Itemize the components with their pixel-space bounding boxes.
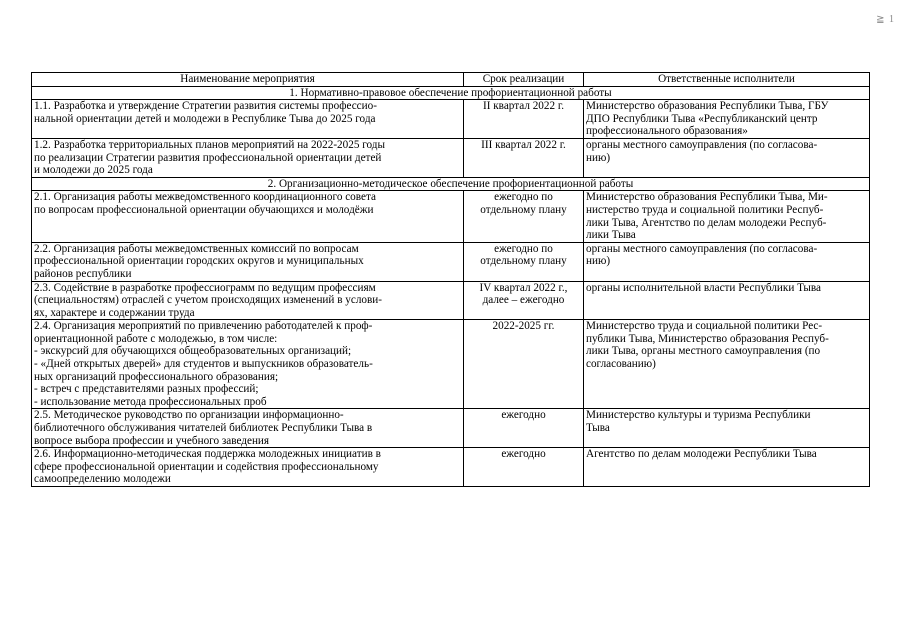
responsible-cell-line: лики Тыва, органы местного самоуправления (по: [586, 345, 821, 358]
responsible-cell-line: публики Тыва, Министерство образования Респуб-: [586, 332, 829, 345]
header-responsible: Ответственные исполнители: [584, 73, 870, 87]
responsible-cell: [584, 138, 870, 177]
activity-name-cell-line: (специальностям) отраслей с учетом происходящих изменений в услови-: [34, 294, 383, 307]
term-cell-line: отдельному плану: [480, 255, 567, 268]
section-row: [32, 86, 870, 100]
activity-name-cell-line: нальной ориентации детей и молодежи в Республике Тыва до 2025 года: [34, 112, 376, 125]
table-row: [32, 138, 870, 177]
term-cell-line: III квартал 2022 г.: [481, 138, 566, 151]
activity-name-cell: [32, 448, 464, 487]
responsible-cell-line: нистерство труда и социальной политики Респуб-: [586, 203, 824, 216]
activity-name-cell-line: ных организаций профессионального образования;: [34, 370, 279, 383]
responsible-cell: [584, 242, 870, 281]
term-cell: [464, 138, 584, 177]
activity-name-cell-line: 2.3. Содействие в разработке профессиограмм по ведущим профессиям: [34, 281, 376, 294]
term-cell-line: ежегодно: [501, 409, 546, 422]
responsible-cell-line: лики Тыва: [586, 229, 636, 242]
activity-name-cell-line: 2.1. Организация работы межведомственного координационного совета: [34, 191, 376, 204]
activity-name-cell-line: по реализации Стратегии развития профессиональной ориентации детей: [34, 151, 382, 164]
term-cell: [464, 242, 584, 281]
term-cell: [464, 448, 584, 487]
section-title: 2. Организационно-методическое обеспечение профориентационной работы: [32, 177, 870, 191]
activity-name-cell-line: 1.1. Разработка и утверждение Стратегии развития системы профессио-: [34, 100, 377, 113]
activity-name-cell-line: - встреч с представителями разных профессий;: [34, 383, 259, 396]
table-row: [32, 191, 870, 242]
term-cell-line: II квартал 2022 г.: [483, 100, 564, 113]
responsible-cell: [584, 448, 870, 487]
responsible-cell-line: органы исполнительной власти Республики Тыва: [586, 281, 822, 294]
table-row: [32, 242, 870, 281]
responsible-cell: [584, 320, 870, 409]
activity-name-cell-line: - использование метода профессиональных проб: [34, 395, 267, 408]
responsible-cell-line: нию): [586, 255, 611, 268]
term-cell-line: ежегодно по: [494, 242, 553, 255]
term-cell-line: 2022-2025 гг.: [492, 320, 555, 333]
activity-name-cell-line: 2.2. Организация работы межведомственных комиссий по вопросам: [34, 242, 359, 255]
term-cell: [464, 100, 584, 139]
responsible-cell-line: согласованию): [586, 358, 656, 371]
activity-name-cell: [32, 320, 464, 409]
responsible-cell: [584, 409, 870, 448]
activity-name-cell: [32, 191, 464, 242]
term-cell: [464, 281, 584, 320]
activity-name-cell: [32, 409, 464, 448]
activity-name-cell-line: - «Дней открытых дверей» для студентов и выпускников образователь-: [34, 358, 373, 371]
activity-name-cell-line: сфере профессиональной ориентации и содействия профессиональному: [34, 460, 379, 473]
activity-name-cell-line: и молодежи до 2025 года: [34, 164, 153, 177]
table-body: [32, 86, 870, 486]
table-row: [32, 320, 870, 409]
responsible-cell-line: органы местного самоуправления (по согласова-: [586, 242, 818, 255]
section-row: [32, 177, 870, 191]
term-cell-line: далее – ежегодно: [482, 294, 565, 307]
activity-name-cell-line: 1.2. Разработка территориальных планов мероприятий на 2022-2025 годы: [34, 138, 386, 151]
responsible-cell: [584, 281, 870, 320]
section-title: 1. Нормативно-правовое обеспечение профориентационной работы: [32, 86, 870, 100]
table-row: [32, 448, 870, 487]
responsible-cell-line: Министерство образования Республики Тыва, ГБУ: [586, 100, 829, 113]
activity-name-cell-line: библиотечного обслуживания читателей библиотек Республики Тыва в: [34, 422, 373, 435]
activity-name-cell: [32, 100, 464, 139]
activity-name-cell-line: 2.4. Организация мероприятий по привлечению работодателей к проф-: [34, 320, 373, 333]
responsible-cell-line: Министерство культуры и туризма Республики: [586, 409, 811, 422]
term-cell-line: ежегодно по: [494, 191, 553, 204]
activity-name-cell: [32, 281, 464, 320]
term-cell: [464, 409, 584, 448]
activity-name-cell-line: районов республики: [34, 267, 132, 280]
activity-name-cell-line: ориентационной работе с молодежью, в том числе:: [34, 332, 278, 345]
responsible-cell-line: Агентство по делам молодежи Республики Тыва: [586, 448, 817, 461]
activity-name-cell-line: вопросе выбора профессии и учебного заведения: [34, 434, 270, 447]
corner-mark: ≧ 1: [876, 14, 895, 25]
term-cell-line: ежегодно: [501, 448, 546, 461]
term-cell-line: IV квартал 2022 г.,: [479, 281, 568, 294]
responsible-cell-line: нию): [586, 151, 611, 164]
responsible-cell-line: ДПО Республики Тыва «Республиканский центр: [586, 112, 818, 125]
table-row: [32, 281, 870, 320]
activity-name-cell-line: 2.6. Информационно-методическая поддержка молодежных инициатив в: [34, 448, 381, 461]
table-row: [32, 409, 870, 448]
responsible-cell-line: Министерство образования Республики Тыва, Ми-: [586, 191, 828, 204]
responsible-cell: [584, 100, 870, 139]
activity-name-cell-line: 2.5. Методическое руководство по организации информационно-: [34, 409, 344, 422]
table-row: [32, 100, 870, 139]
activity-name-cell-line: - экскурсий для обучающихся общеобразовательных организаций;: [34, 345, 352, 358]
activity-name-cell-line: профессиональной ориентации городских округов и муниципальных: [34, 255, 364, 268]
table-header-row: [32, 73, 870, 87]
activity-name-cell: [32, 242, 464, 281]
term-cell-line: отдельному плану: [480, 203, 567, 216]
responsible-cell-line: лики Тыва, Агентство по делам молодежи Респуб-: [586, 216, 827, 229]
action-plan-table: [31, 72, 870, 487]
term-cell: [464, 191, 584, 242]
header-term: Срок реализации: [464, 73, 584, 87]
activity-name-cell-line: самоопределению молодежи: [34, 473, 171, 486]
responsible-cell-line: Тыва: [586, 422, 610, 435]
responsible-cell-line: органы местного самоуправления (по согласова-: [586, 138, 818, 151]
responsible-cell-line: Министерство труда и социальной политики Рес-: [586, 320, 823, 333]
responsible-cell: [584, 191, 870, 242]
term-cell: [464, 320, 584, 409]
activity-name-cell-line: ях, характере и содержании труда: [34, 306, 195, 319]
activity-name-cell-line: по вопросам профессиональной ориентации обучающихся и молодёжи: [34, 203, 374, 216]
header-activity-name: Наименование мероприятия: [32, 73, 464, 87]
responsible-cell-line: профессионального образования»: [586, 125, 748, 138]
activity-name-cell: [32, 138, 464, 177]
